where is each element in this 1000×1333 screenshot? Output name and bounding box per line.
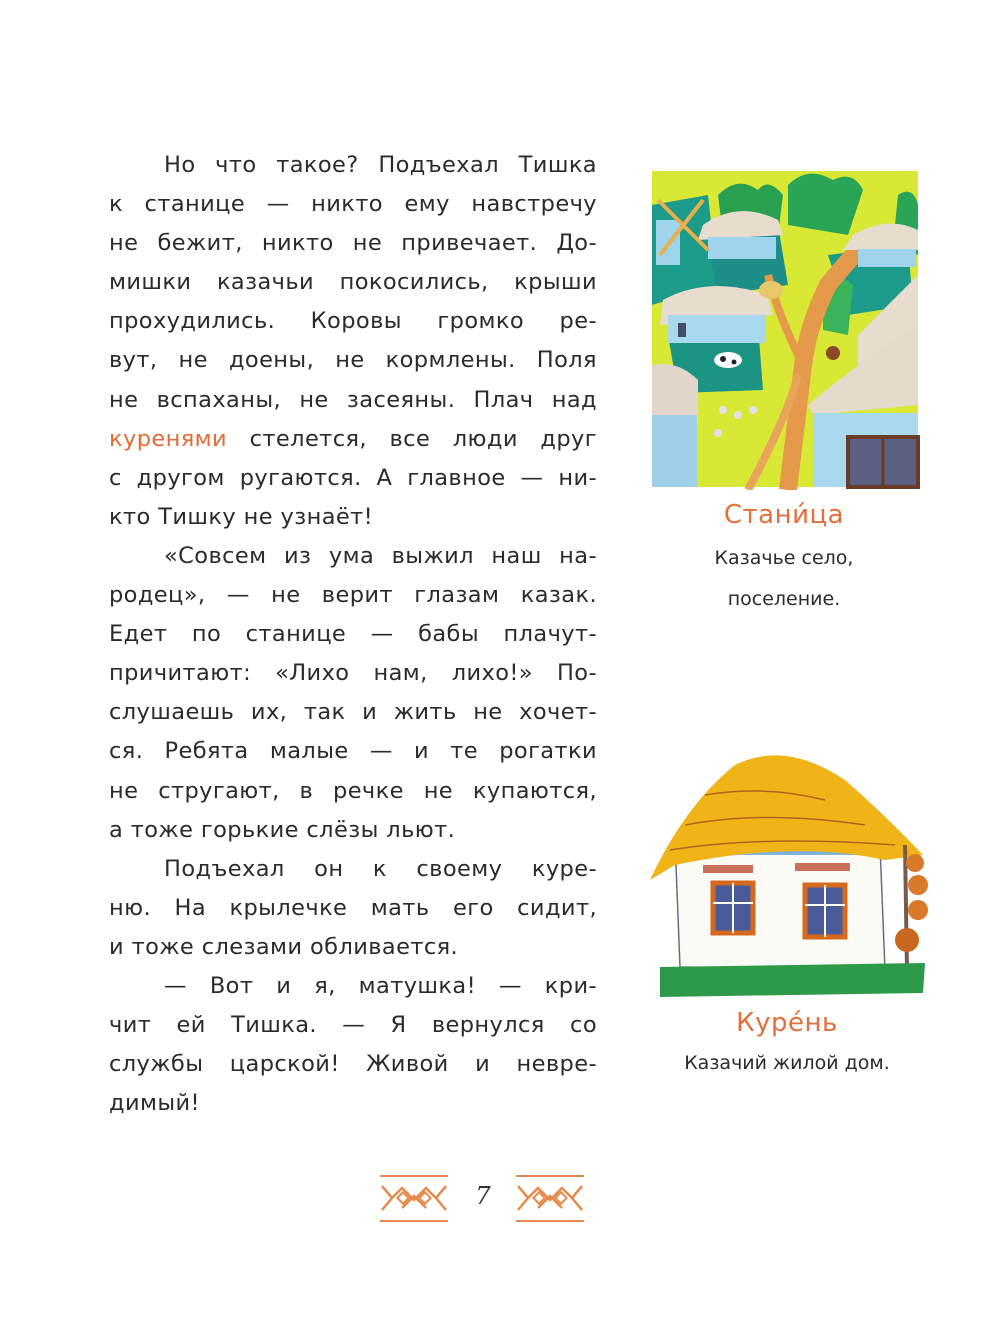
story-line: вут, не доены, не кормлены. Поля	[109, 347, 597, 374]
glossary-term-kuren: Куре́нь	[736, 1008, 838, 1038]
story-line-text: стелется, все люди друг	[227, 425, 597, 452]
story-line: слушаешь их, так и жить не хочет-	[109, 699, 597, 726]
page-number: 7	[475, 1182, 491, 1210]
story-line: к станице — никто ему навстречу	[109, 191, 597, 218]
story-line: а тоже горькие слёзы льют.	[109, 816, 456, 843]
story-line: ню. На крылечке мать его сидит,	[109, 894, 597, 921]
story-line: службы царской! Живой и невре-	[109, 1051, 597, 1078]
story-line: с другом ругаются. А главное — ни-	[109, 464, 597, 491]
ornament-left-icon	[378, 1168, 450, 1228]
story-line: прохудились. Коровы громко ре-	[109, 308, 597, 335]
story-line: не бежит, никто не привечает. До-	[109, 230, 597, 257]
story-line: причитают: «Лихо нам, лихо!» По-	[109, 660, 597, 687]
story-line: — Вот и я, матушка! — кри-	[164, 972, 597, 999]
story-line: родец», — не верит глазам казак.	[109, 582, 597, 609]
glossary-term-stanitsa: Стани́ца	[723, 500, 845, 530]
story-line: Но что такое? Подъехал Тишка	[164, 152, 597, 178]
story-text	[109, 146, 597, 1123]
glossary-term-link-kuren: куренями	[109, 425, 228, 452]
glossary-definition-stanitsa-2: поселение.	[727, 588, 841, 610]
story-line: не вспаханы, не засеяны. Плач над	[109, 386, 597, 413]
story-line: «Совсем из ума выжил наш на-	[164, 542, 597, 569]
story-line: и тоже слезами обливается.	[109, 933, 459, 960]
story-line: Подъехал он к своему куре-	[164, 855, 597, 882]
story-line: не стругают, в речке не купаются,	[109, 777, 597, 804]
story-line: Едет по станице — бабы плачут-	[109, 621, 597, 648]
story-line: мишки казачьи покосились, крыши	[109, 269, 597, 296]
story-line: кто Тишку не узнаёт!	[109, 503, 374, 530]
ornament-right-icon	[514, 1168, 586, 1228]
story-line	[109, 420, 597, 459]
story-line: ся. Ребята малые — и те рогатки	[109, 738, 597, 765]
glossary-definition-stanitsa: Казачье село,	[714, 547, 854, 569]
kuren-illustration	[645, 745, 935, 1000]
story-line: димый!	[109, 1090, 200, 1117]
page-footer	[378, 1168, 588, 1228]
story-line: чит ей Тишка. — Я вернулся со	[109, 1012, 597, 1039]
glossary-definition-kuren: Казачий жилой дом.	[684, 1052, 890, 1074]
stanitsa-illustration	[648, 165, 923, 490]
